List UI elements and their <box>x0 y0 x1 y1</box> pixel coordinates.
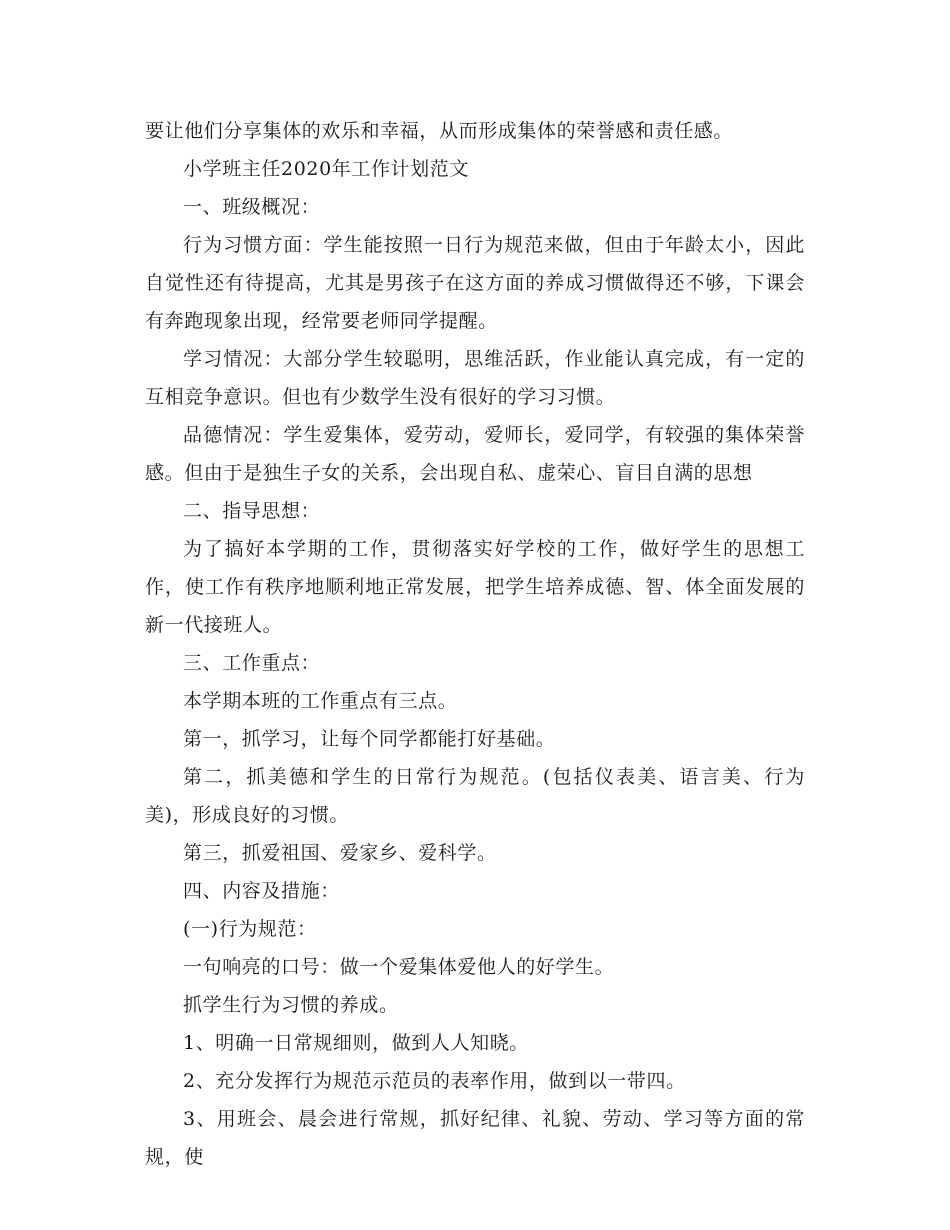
document-title: 小学班主任2020年工作计划范文 <box>183 158 469 180</box>
paragraph-study-situation: 学习情况：大部分学生较聪明，思维活跃，作业能认真完成，有一定的互相竞争意识。但也有少数学生没有很好的学习习惯。 <box>145 348 805 408</box>
paragraph-continuation: 要让他们分享集体的欢乐和幸福，从而形成集体的荣誉感和责任感。 <box>145 120 734 142</box>
list-item-measure-3: 3、用班会、晨会进行常规，抓好纪律、礼貌、劳动、学习等方面的常规，使 <box>145 1108 805 1168</box>
list-item-focus-1: 第一，抓学习，让每个同学都能打好基础。 <box>183 728 556 750</box>
paragraph-moral-situation: 品德情况：学生爱集体，爱劳动，爱师长，爱同学，有较强的集体荣誉感。但由于是独生子女的关系，会出现自私、虚荣心、盲目自满的思想 <box>145 424 805 484</box>
section-heading-guiding-thought: 二、指导思想： <box>183 500 321 522</box>
list-item-focus-2: 第二，抓美德和学生的日常行为规范。(包括仪表美、语言美、行为美)，形成良好的习惯。 <box>145 766 805 826</box>
paragraph-slogan: 一句响亮的口号：做一个爱集体爱他人的好学生。 <box>183 956 615 978</box>
section-heading-work-focus: 三、工作重点： <box>183 652 321 674</box>
document-body <box>145 112 805 1176</box>
paragraph-guiding-thought: 为了搞好本学期的工作，贯彻落实好学校的工作，做好学生的思想工作，使工作有秩序地顺利地正常发展，把学生培养成德、智、体全面发展的新一代接班人。 <box>145 538 805 636</box>
subsection-heading-behavior-norms: (一)行为规范： <box>183 918 317 940</box>
section-heading-content-measures: 四、内容及措施： <box>183 880 340 902</box>
paragraph-behavior-habits: 行为习惯方面：学生能按照一日行为规范来做，但由于年龄太小，因此自觉性还有待提高，尤其是男孩子在这方面的养成习惯做得还不够，下课会有奔跑现象出现，经常要老师同学提醒。 <box>145 234 805 332</box>
list-item-measure-1: 1、明确一日常规细则，做到人人知晓。 <box>183 1032 529 1054</box>
paragraph-focus-intro: 本学期本班的工作重点有三点。 <box>183 690 458 712</box>
list-item-measure-2: 2、充分发挥行为规范示范员的表率作用，做到以一带四。 <box>183 1070 686 1092</box>
section-heading-class-overview: 一、班级概况： <box>183 196 321 218</box>
paragraph-habit-formation: 抓学生行为习惯的养成。 <box>183 994 399 1016</box>
list-item-focus-3: 第三，抓爱祖国、爱家乡、爱科学。 <box>183 842 497 864</box>
